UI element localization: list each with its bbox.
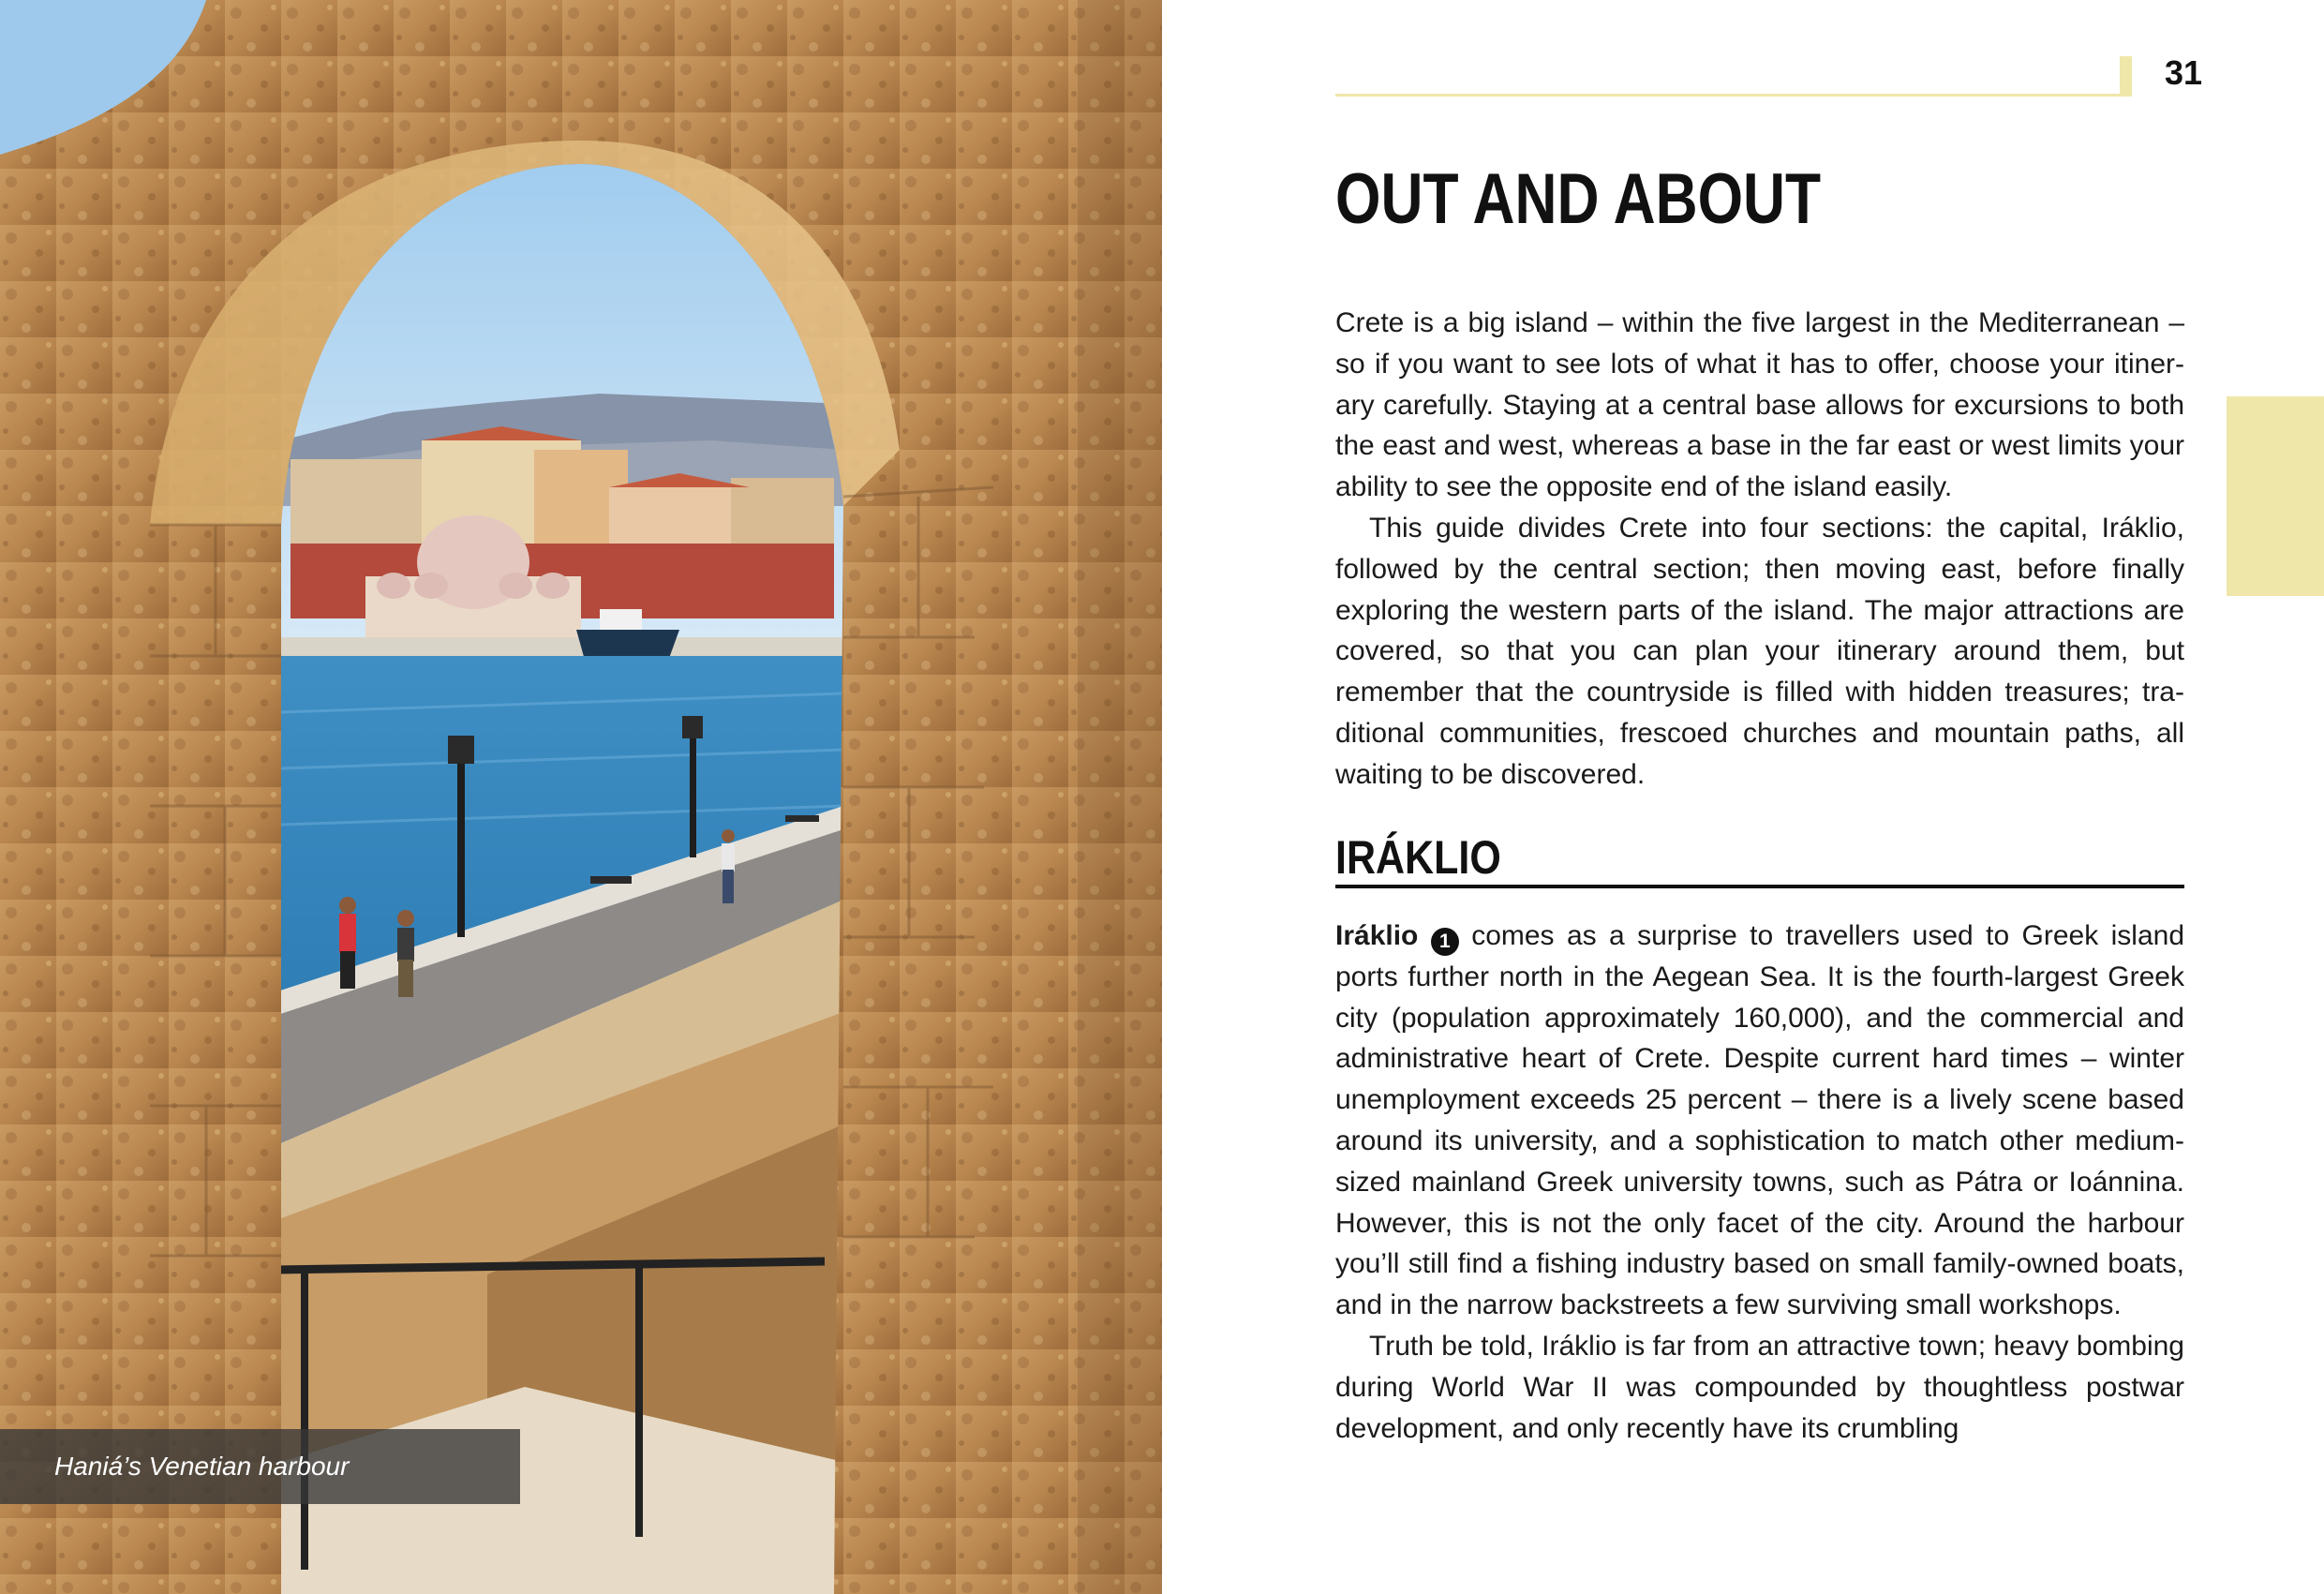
lead-rest: comes as a surprise to travellers used to Greek island ports further north in the Aegean Sea. It is the fourth-largest Greek city (population approximately 160,000), and the commercial and administrative heart of Crete. Despite current hard times – winter unemployment exceeds 25 percent – there is a lively scene based around its university, and a sophistication to match other medium-sized mainland Greek university towns, such as Pátra or Ioánnina. However, this is not the only facet of the city. Around the harbour you’ll still find a fishing industry based on small family-owned boats, and in the narrow backstreets a few surviving small workshops. [1335, 920, 2185, 1321]
section-body [1335, 916, 2184, 1449]
page-number: 31 [2165, 53, 2203, 92]
map-reference-marker: 1 [1431, 928, 1459, 956]
intro-paragraph-2: This guide divides Crete into four sections: the capital, Iráklio, followed by the central section; then moving east, before finally exploring the western parts of the island. The major attractions are covered, so that you can plan your itinerary around them, but remember that the countryside is filled with hidden treasures; traditional communities, frescoed churches and mountain paths, all waiting to be discovered. [1335, 512, 2184, 790]
lead-term: Iráklio [1335, 920, 1419, 951]
section-heading-text: IRÁKLIO [1335, 831, 1501, 884]
header-rule [1335, 94, 2127, 97]
chapter-title: OUT AND ABOUT [1335, 159, 1822, 239]
photo-caption-box [0, 1429, 520, 1504]
intro-text [1335, 303, 2184, 796]
page-number-tab [2120, 56, 2132, 97]
section-paragraph-1 [1335, 916, 2184, 1326]
section-paragraph-2: Truth be told, Iráklio is far from an attractive town; heavy bombing during World War II was compounded by thoughtless postwar development, and only recently have its crumbling [1335, 1330, 2184, 1444]
photo-caption: Haniá’s Venetian harbour [54, 1452, 350, 1481]
intro-paragraph-1: Crete is a big island – within the five largest in the Mediterranean – so if you want to see lots of what it has to offer, choose your itinerary carefully. Staying at a central base allows for excursions to both the east and west, whereas a base in the far east or west limits your ability to see the opposite end of the island easily. [1335, 307, 2184, 503]
section-heading [1335, 830, 2184, 888]
chapter-thumb-tab [2227, 396, 2324, 596]
